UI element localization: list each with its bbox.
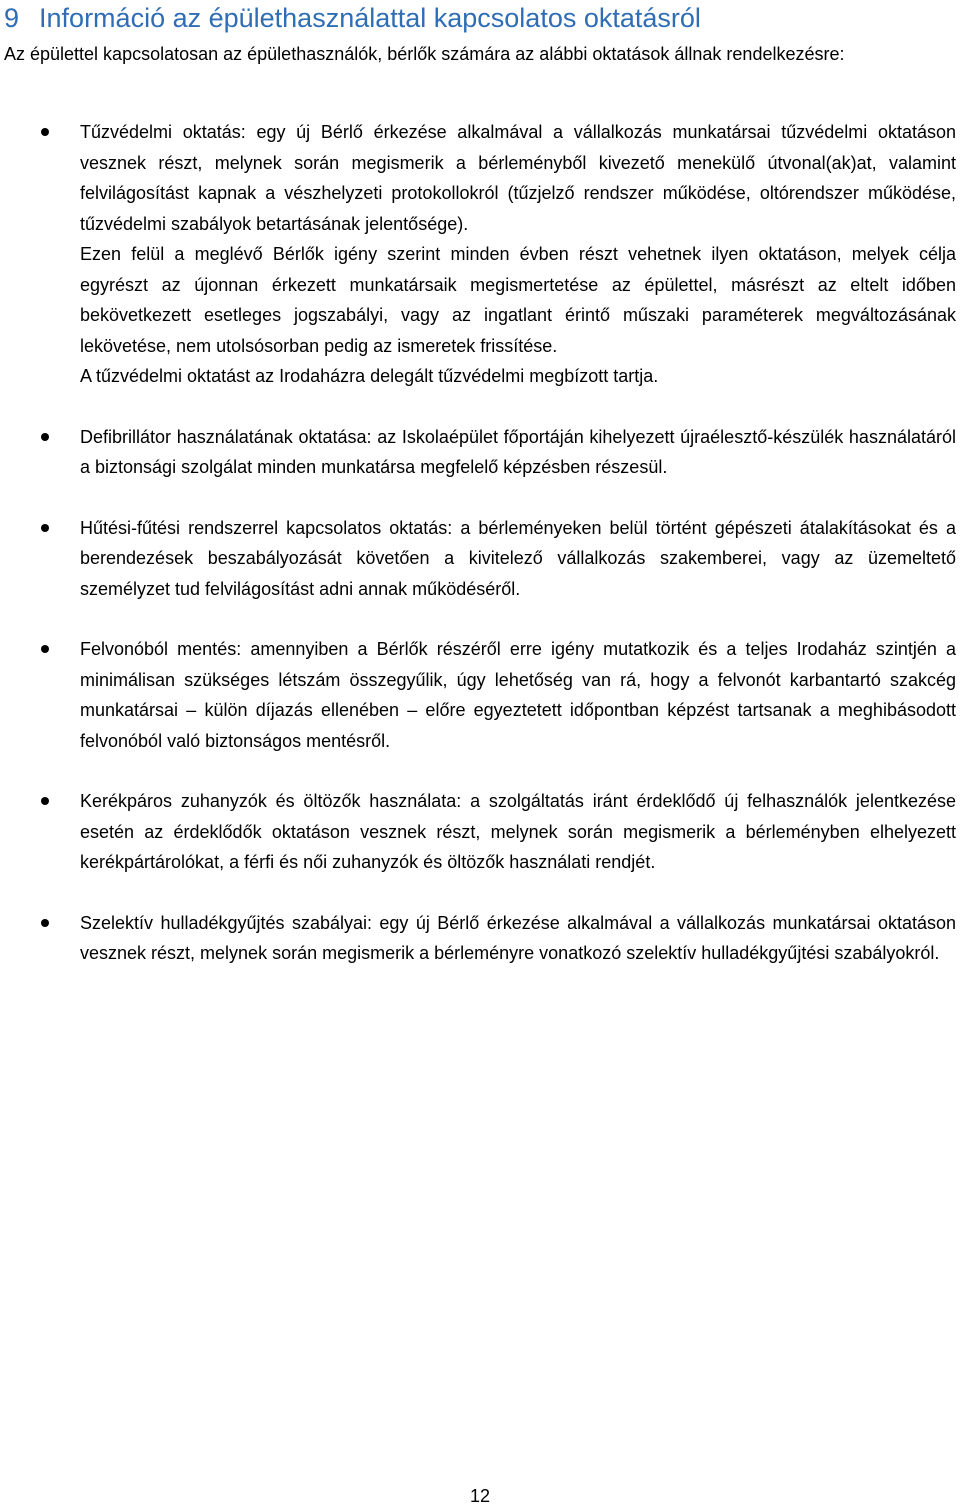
- bullet-icon: [41, 524, 49, 532]
- intro-paragraph: Az épülettel kapcsolatosan az épülethasználók, bérlők számára az alábbi oktatások állnak rendelkezésre:: [4, 44, 845, 64]
- list-item-waste-sorting: [0, 908, 960, 969]
- list-item-fire-safety: [0, 117, 960, 392]
- bullet-icon: [41, 433, 49, 441]
- list-item-paragraph: Ezen felül a meglévő Bérlők igény szerint minden évben részt vehetnek ilyen oktatáson, melyek célja egyrészt az újonnan érkezett munkatársaik megismertetése az épülettel, másrészt az eltelt időben bekövetkezett esetleges jogszabályi, vagy az ingatlant érintő műszaki paraméterek megváltozásának lekövetése, nem utolsósorban pedig az ismeretek frissítése.: [80, 244, 956, 356]
- list-item-paragraph: Szelektív hulladékgyűjtés szabályai: egy új Bérlő érkezése alkalmával a vállalkozás munkatársai oktatáson vesznek részt, melynek során megismerik a bérleményre vonatkozó szelektív hulladékgyűjtési szabályokról.: [80, 912, 956, 963]
- bullet-icon: [41, 645, 49, 653]
- list-item-elevator-rescue: [0, 634, 960, 756]
- bullet-icon: [41, 919, 49, 927]
- list-item-paragraph: Kerékpáros zuhanyzók és öltözők használata: a szolgáltatás iránt érdeklődő új felhasználók jelentkezése esetén az érdeklődők oktatáson vesznek részt, melynek során megismerik a bérleményben elhelyezett kerékpártárolókat, a férfi és női zuhanyzók és öltözők használati rendjét.: [80, 791, 956, 872]
- list-item-paragraph: A tűzvédelmi oktatást az Irodaházra delegált tűzvédelmi megbízott tartja.: [80, 366, 659, 386]
- section-number: 9: [4, 2, 20, 33]
- section-title: Információ az épülethasználattal kapcsolatos oktatásról: [39, 2, 701, 33]
- list-item-paragraph: Hűtési-fűtési rendszerrel kapcsolatos oktatás: a bérleményeken belül történt gépészeti átalakításokat és a berendezések beszabályozását követően a kivitelező vállalkozás szakemberei, vagy az üzemeltető személyzet tud felvilágosítást adni annak működéséről.: [80, 517, 956, 599]
- list-item-bicycle-showers: [0, 786, 960, 878]
- list-item-paragraph: Felvonóból mentés: amennyiben a Bérlők részéről erre igény mutatkozik és a teljes Irodaház szintjén a minimálisan szükséges létszám összegyűlik, úgy lehetőség van rá, hogy a felvonót karbantartó szakcég munkatársai – külön díjazás ellenében – előre egyeztetett időpontban képzést tartsanak a meghibásodott felvonóból való biztonságos mentésről.: [80, 639, 956, 751]
- list-item-hvac: [0, 513, 960, 605]
- section-heading: [0, 0, 960, 36]
- list-item-defibrillator: [0, 422, 960, 483]
- bullet-icon: [41, 128, 49, 136]
- list-item-paragraph: Defibrillátor használatának oktatása: az Iskolaépület főportáján kihelyezett újraélesztő-készülék használatáról a biztonsági szolgálat minden munkatársa megfelelő képzésben részesül.: [80, 426, 956, 477]
- page-number: 12: [469, 1486, 491, 1506]
- training-list: [0, 117, 960, 969]
- bullet-icon: [41, 797, 49, 805]
- list-item-paragraph: Tűzvédelmi oktatás: egy új Bérlő érkezése alkalmával a vállalkozás munkatársai tűzvédelmi oktatáson vesznek részt, melynek során megismerik a bérleményből kivezető menekülő útvonal(ak)at, valamint felvilágosítást kapnak a vészhelyzeti protokollokról (tűzjelző rendszer működése, oltórendszer működése, tűzvédelmi szabályok betartásának jelentősége).: [80, 122, 956, 234]
